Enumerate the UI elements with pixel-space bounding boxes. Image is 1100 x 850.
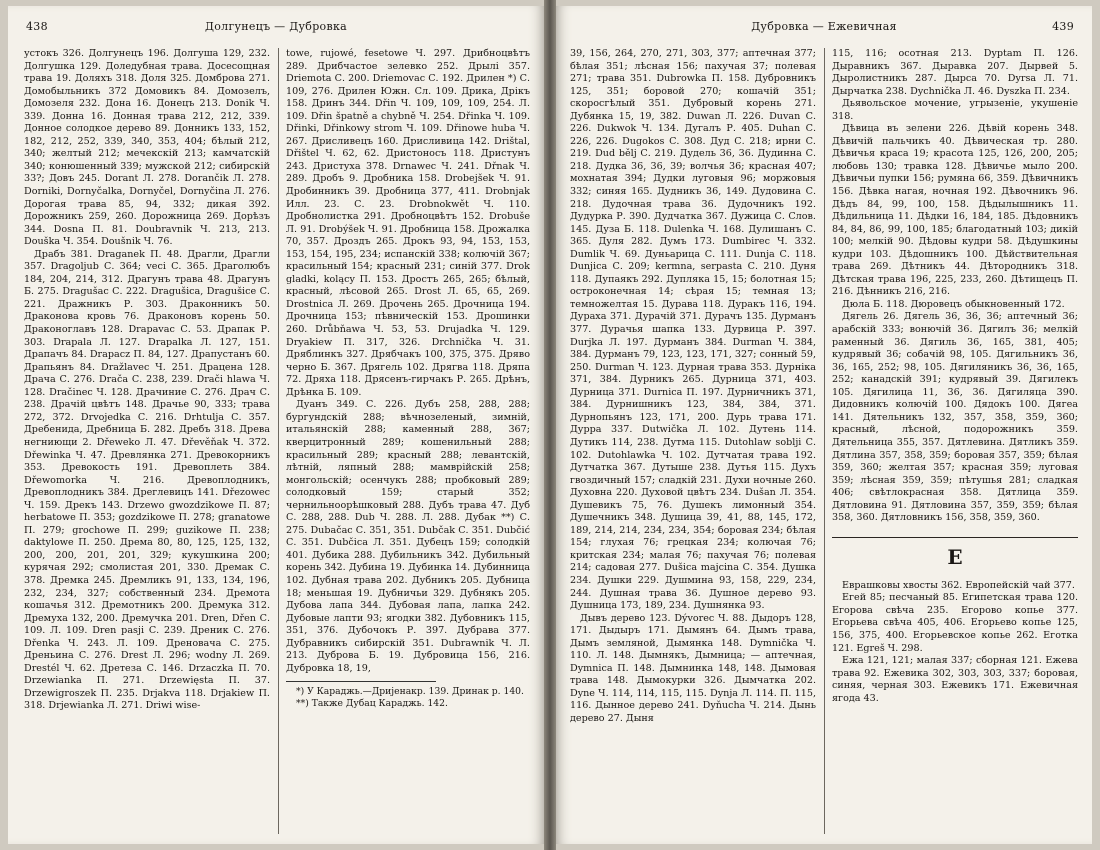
left-running-title: Долгунецъ — Дубровка — [204, 20, 348, 33]
entry-paragraph: Дѣвица въ зелени 226. Дѣвій корень 348. Дѣвичій пальчикъ 40. Дѣвическая тр. 280. Дѣвичья краса 19; красота 125, 126, 200, 205; любовь 130; травка 128. Дѣвичье мыло 200. Дѣвичьи пупки 156; румяна 66, 359. Дѣвичникъ 156. Дѣвка нагая, ночная 192. Дѣвочникъ 96. Дѣдъ 84, 99, 100, 158. Дѣдылышникъ 11. Дѣдильница 11. Дѣдки 16, 184, 185. Дѣдовникъ 84, 84, 86, 99, 100, 185; благодатный 103; дикій 100; мелкій 90. Дѣдовы кудри 58. Дѣдушкины кудри 103. Дѣдошникъ 100. Дѣйствительная трава 269. Дѣтникъ 44. Дѣтородникъ 318. Дѣтская трава 196, 225, 233, 260. Дѣтищецъ П. 216. Дѣнникъ 216, 216. — [832, 123, 1078, 298]
entry-paragraph: Еврашковы хвосты 362. Европейскій чай 377. — [842, 579, 1075, 591]
section-letter-heading: Е — [832, 537, 1078, 570]
right-page-number: 439 — [1052, 20, 1074, 33]
left-page-number: 438 — [26, 20, 48, 33]
entry-paragraph: Дуанъ 349. С. 226. Дубъ 258, 288, 288; бургундскій 288; вѣчнозеленый, зимній, итальянскій 288; каменный 288, 367; кверцитронный 289; кошенильный 288; красильный 289; красный 288; левантскій, лѣтній, ляпный 288; мамврійскій 258; монгольскій; осенчукъ 288; пробковый 289; солодковый 159; стаpый 352; чернильноорѣшковый 288. Дубъ трава 47. Дуб С. 288, 288. Dub Ч. 288. Л. 288. Дубак **) С. 275. Dubačac С. 351, 351. Dubčak С. 351. Dubčić С. 351. Dubčica Л. 351. Дубецъ 159; солодкій 401. Дубика 288. Дубильникъ 342. Дубильный корень 342. Дубина 19. Дубинка 14. Дубинница 102. Дубная трава 202. Дубникъ 205. Дубница 18; меньшая 19. Дубничьи 329. Дубнякъ 205. Дубова лапа 344. Дубовая лапа, лапка 242. Дубовые лапти 93; ягодки 382. Дубовникъ 115, 351, 376. Дубочокъ Р. 397. Дубрава 377. Дубравникъ сибирскій 351. Dubrawnik Ч. Л. 213. Дуброва Б. 19. Дубровица 156, 216. Дубровка 18, 19, — [286, 399, 530, 674]
right-running-title: Дубровка — Ежевичная — [751, 20, 897, 33]
right-column-divider — [824, 48, 825, 834]
left-page — [8, 6, 544, 844]
footnote: *) У Караджь.—Дриjенакр. 139. Дринак р. 140. — [296, 686, 524, 698]
footnote: **) Также Дубац Караджь. 142. — [296, 698, 448, 710]
entry-paragraph: Дягель 26. Дягель 36, 36, 36; аптечный 36; арабскій 333; вонючій 36. Дягилъ 36; мелкій раменный 36. Дягиль 36, 165, 381, 405; кудрявый 36; собачій 98, 105. Дягильникъ 36, 36, 165, 252; 98, 105. Дягиляникъ 36, 36, 165, 252; канадскій 391; кудрявый 39. Дягилекъ 105. Дягилица 11, 36, 36. Дягиляца 390. Дидовникъ колючій 100. Дядокъ 100. Дягеа 141. Дятельникъ 132, 357, 358, 359, 360; красный, лѣсной, подорожникъ 359. Дятельница 355, 357. Дятлевина. Дятликъ 359. Дятлина 357, 358, 359; боровая 357, 359; бѣлая 359, 360; желтая 357; красная 359; луговая 359; лѣсная 359, 359; пѣтушья 281; сладкая 406; свѣтлокрасная 358. Дятлица 359. Дятловина 91. Дятловина 357, 359, 359; бѣлая 358, 360. Дятловникъ 156, 358, 359, 360. — [832, 311, 1078, 524]
entry-paragraph: towe, rujowé, fesetowe Ч. 297. Дрибноцвѣтъ 289. Дрибчастое зелевко 252. Дрылі 357. Driemota С. 200. Driemovac С. 192. Дрилен *) С. 109, 276. Дрилен Южн. Сл. 109. Дрика, Дрікъ 158. Дринъ 344. Dřin Ч. 109, 109, 109, 254. Л. 109. Dřin špatně a chybně Ч. 254. Dřinka Ч. 109. Dřinki, Dřinkowy strom Ч. 109. Dřinowe huba Ч. 267. Дрисливецъ 160. Дрисливица 142. Drištal, Dřištel Ч. 62, 62. Дристоносъ 118. Дристунъ 243. Дристуха 378. Drnawec Ч. 241. Dřnak Ч. 289. Дробъ 9. Дробника 158. Drobejšek Ч. 91. Дробинникъ 39. Дробница 377, 411. Drobnjak Илл. 23. С. 23. Drobnokwět Ч. 110. Дробнолистка 291. Дробноцвѣтъ 152. Drobušе Л. 91. Drobýšek Ч. 91. Дробница 158. Дрожалка 70, 357. Дроздъ 265. Дрокъ 93, 94, 153, 153, 153, 154, 195, 234; испанскій 338; колючій 367; красильный 154; красный 231; синій 377. Drok gladki, kolący П. 153. Дростъ 265, 265; бѣлый, красный, лѣсовой 265. Drost Л. 65, 65, 269. Drostnica Л. 269. Дрочень 265. Дрочница 194. Дрочница 153; пѣвническій 153. Дрошинки 260. Drůbňawa Ч. 53, 53. Drujadka Ч. 129. Dryakiew П. 317, 326. Drchnička Ч. 31. Дряблинкъ 327. Дрябчакъ 100, 375, 375. Дряво черно Б. 367. Дрягель 102. Дрягва 118. Дряпа 72. Дряха 118. Дрясенъ-гирчакъ Р. 265. Дрѣнъ, Дрѣнка Б. 109. — [286, 48, 530, 398]
book-gutter — [544, 0, 556, 850]
entry-paragraph: Егей 85; песчаный 85. Египетская трава 120. Егорова свѣча 235. Егорово копье 377. Егорьева свѣча 405, 406. Егорьево копье 125, 156, 375, 400. Егорьевское копье 262. Еготкa 121. Egreš Ч. 298. — [832, 592, 1078, 654]
entry-paragraph: Драбъ 381. Draganek П. 48. Драгли, Драгли 357. Dragoljub С. 364; veci С. 365. Драголюбъ 184, 204, 214, 312. Драгунъ трава 48. Драгунъ Б. 275. Dragušac С. 222. Dragušica, Dragušice С. 221. Дражникъ Р. 303. Драконникъ 50. Драконова кровь 76. Драконовъ корень 50. Драконоглавъ 128. Drapavac С. 53. Драпак Р. 303. Drapala Л. 127. Drapalka Л. 127, 151. Драпачъ 84. Drapacz П. 84, 127. Драпустанъ 60. Драпьянъ 84. Dražlavec Ч. 251. Драцена 128. Драча С. 276. Drača С. 238, 239. Drači hlawa Ч. 128. Dračinec Ч. 128. Драчиние С. 276. Драч С. 238. Драчій цвѣтъ 148. Драчье 90, 333; трава 272, 372. Drvojedka С. 216. Drhtulja С. 357. Дребенида, Дребница Б. 282. Дребъ 318. Древа негниющи 2. Dřeweko Л. 47. Dřevěňak Ч. 372. Dřewinka Ч. 47. Древлянка 271. Древокорникъ 353. Древокость 191. Древоплеть 384. Dřewomorka Ч. 216. Древоплодникъ, Древоплодникъ 384. Дреглевицъ 141. Dřezowec Ч. 159. Дрекъ 143. Drzewo gwozdzikowe П. 87; herbatowe П. 353; gozdzikowe П. 278; granatowe П. 279; grochowe П. 299; guzikowe П. 238; daktylowe П. 250. Дрема 80, 80, 125, 125, 132, 200, 200, 201, 201, 329; кукушкина 200; курячая 292; смолистая 201, 330. Дремак С. 378. Дремка 245. Дремликъ 91, 133, 134, 196, 232, 234, 327; собственный 234. Дремота кошачья 312. Дремотникъ 200. Дремука 312. Дремуха 132, 200. Дремучка 201. Dren, Dřen С. 109. Л. 109. Dren pasji С. 239. Дреник С. 276. Dřenka Ч. 243. Л. 109. Дреновача С. 275. Дреньина С. 276. Drest Л. 296; wodny Л. 269. Drestél Ч. 62. Дретеза С. 146. Drzaczka П. 70. Drzewianka П. 271. Drzewięsta П. 37. Drzewigroszek П. 235. Drjakva 118. Drjakiew П. 318. Drjewianka Л. 271. Driwi wise- — [24, 248, 270, 712]
left-column-1 — [24, 48, 270, 836]
right-column-1 — [570, 48, 816, 836]
right-page — [556, 6, 1092, 844]
left-running-head — [8, 20, 544, 38]
entry-paragraph: Дывъ дерево 123. Dývorec Ч. 88. Дыдоръ 128, 171. Дыдыръ 171. Дымянъ 64. Дымъ трава, Дымъ земляной, Дымянка 148. Dymnička Ч. 110. Л. 148. Дымнякъ, Дымница; — аптечная, Dymnica П. 148. Дымнинка 148, 148. Дымовая трава 148. Дымокурки 326. Дымчатка 202. Dyne Ч. 114, 114, 115, 115. Dynja Л. 114. П. 115, 116. Дынное дерево 241. Dyňucha Ч. 214. Дынь дерево 27. Дыня — [570, 612, 816, 724]
right-column-2 — [832, 48, 1078, 836]
footnote-rule — [286, 681, 436, 682]
entry-paragraph: 115, 116; осотная 213. Dyptam П. 126. Дыравникъ 367. Дыравка 207. Дырвей 5. Дырoлистникъ 287. Дырса 70. Dyrsa Л. 71. Дырчатка 238. Dychnička Л. 46. Dyszka П. 234. — [832, 48, 1078, 97]
entry-paragraph: Ежа 121, 121; малая 337; сборная 121. Ежева трава 92. Ежевика 302, 303, 303, 337; боровая, синяя, черная 303. Ежевикъ 171. Ежевичная ягода 43. — [832, 655, 1078, 704]
left-column-divider — [278, 48, 279, 834]
left-column-2 — [286, 48, 530, 836]
entry-paragraph: 39, 156, 264, 270, 271, 303, 377; аптечная 377; бѣлая 351; лѣсная 156; пахучая 37; полевая 271; травa 351. Dubrowka П. 158. Дубровникъ 125, 351; боровой 270; кошачій 351; скоросгѣлый 351. Дубровый корень 271. Дубянка 15, 19, 382. Duwan Л. 226. Duvan С. 226. Dukwok Ч. 134. Дугалъ Р. 405. Duhan С. 226, 226. Dugokos С. 308. Дуд С. 218; ирни С. 219. Dud bělj С. 219. Дудель 36, 36. Дудинна С. 218. Дудка 36, 36, 39; волчья 36; красная 407; мохнатая 394; Дудки луговыя 96; моржовыя 332; синяя 165. Дудникъ 36, 149. Дудовина С. 218. Дудочная трава 36. Дудочникъ 192. Дудурка Р. 390. Дудчатка 367. Дужица С. Слов. 145. Дуза Б. 118. Dulenka Ч. 168. Дулишанъ С. 365. Дуля 282. Думъ 173. Dumbirec Ч. 332. Dumlik Ч. 69. Дуньарица С. 111. Dunja С. 118. Dunjica С. 209; kermna, serpasta С. 210. Дуня 118. Дупаякъ 292. Дупляка 15, 15; болотная 15; остроконечная 14; сѣрая 15; темная 13; темножелтая 15. Дурава 118. Дуракъ 116, 194. Дураха 371. Дурачій 371. Дурачъ 135. Дурманъ 377. Дурачья шапка 133. Дурвица Р. 397. Durjka Л. 197. Дурманъ 384. Durman Ч. 384, 384. Дурманъ 79, 123, 123, 171, 327; сонный 59, 250. Durman Ч. 123. Дурная трава 353. Дурнiка 371, 384. Дурникъ 265. Дурница 371, 403. Дурница 371. Durnica П. 197. Дурничникъ 371, 384. Дурнишникъ 123, 384, 384, 371. Дурнопьянъ 123, 171, 200. Дурь трава 171. Дурра 337. Dutwička Л. 102. Дутень 114. Дутикъ 114, 238. Дутмa 115. Dutohlaw sobljі С. 102. Dutohlawka Ч. 102. Дутчатая трава 192. Дутчатка 367. Дутыше 238. Дутья 115. Духъ гвоздичный 157; сладкій 231. Духи ночные 260. Духовна 220. Духовой цвѣтъ 234. Dušan Л. 354. Душевикъ 75, 76. Душекъ лимонный 354. Душечникъ 348. Душица 39, 41, 88, 145, 172, 189, 214, 214, 234, 234, 354; боровая 234; бѣлая 154; глухая 76; грецкая 234; колючая 76; критская 234; малая 76; пахучая 76; полевая 214; садовая 277. Dušica majcina С. 354. Душка 234. Душки 229. Душминa 93, 158, 229, 234, 244. Душная трава 36. Душное дерево 93. Душница 173, 189, 234. Душнянка 93. — [570, 48, 816, 612]
right-running-head — [556, 20, 1092, 38]
entry-paragraph: Дюла Б. 118. Дюровецъ обыкновенный 172. — [842, 298, 1065, 310]
entry-paragraph: Дьявольское мочение, угрызеніе, укушеніе 318. — [832, 98, 1078, 122]
entry-paragraph: устокъ 326. Долгунецъ 196. Долгуша 129, 232. Долгушка 129. Доледубная трава. Досесощная трава 19. Доляхъ 318. Доля 325. Домброва 271. Домобыльникъ 372 Домовикъ 84. Домозелъ, Домозеля 232. Дона 16. Донецъ 213. Donik Ч. 339. Донна 16. Донная трава 212, 212, 339. Донное солодкое дерево 89. Донникъ 133, 152, 182, 212, 252, 339, 340, 353, 404; бѣлый 212, 340; желтый 212; мечекскій 213; камчатскій 340; конюшенный 339; мужской 212; сибирскій 33?; Довъ 245. Dorant Л. 278. Dorančik Л. 278. Dorniki, Dornyčalka, Dornyčel, Dornyčina Л. 276. Дорогая трава 85, 94, 332; дикая 392. Дорожникъ 259, 260. Дорожница 269. Дорѣзъ 344. Dosna П. 81. Doubravnik Ч. 213, 213. Douška Ч. 354. Doušnik Ч. 76. — [24, 48, 270, 248]
